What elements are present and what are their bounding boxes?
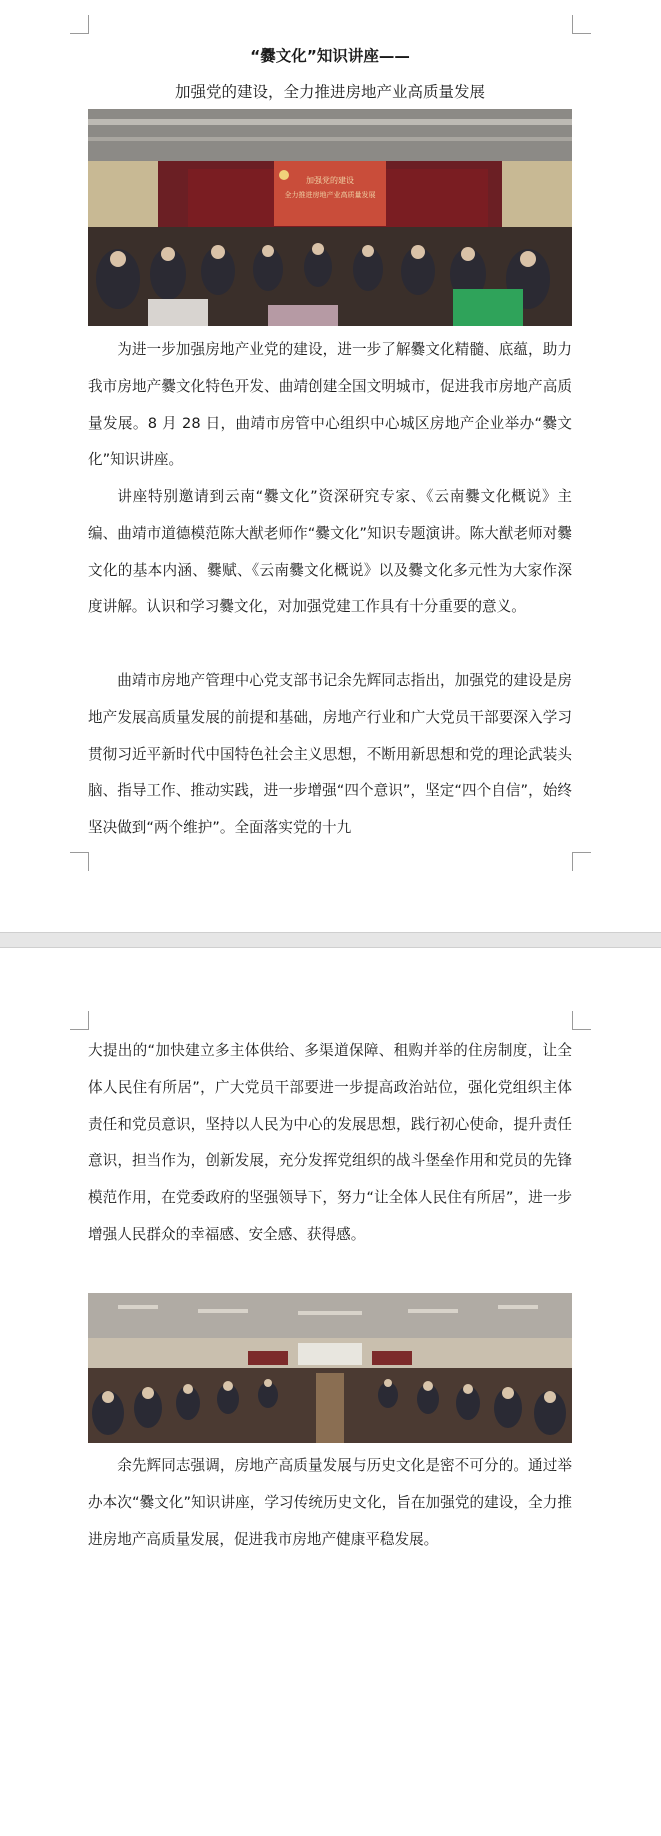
paragraph-intro: 为进一步加强房地产业党的建设，进一步了解爨文化精髓、底蕴，助力我市房地产爨文化特色开发、曲靖创建全国文明城市，促进我市房地产高质量发展。8 月 28 日，曲靖市房管中心组织中心城区房地产企业举办“爨文化”知识讲座。	[88, 341, 572, 469]
banner-text-line2: 全力推进房地产业高质量发展	[284, 191, 376, 199]
crop-mark-bottom-right	[572, 852, 591, 871]
crop-mark-top-right-page2	[572, 1011, 591, 1030]
paragraph-lecture: 讲座特别邀请到云南“爨文化”资深研究专家、《云南爨文化概说》主编、曲靖市道德模范陈大猷老师作“爨文化”知识专题演讲。陈大猷老师对爨文化的基本内涵、爨赋、《云南爨文化概说》以及爨文化多元性为大家作深度讲解。认识和学习爨文化，对加强党建工作具有十分重要的意义。	[88, 488, 572, 616]
paragraph-speech-part2: 大提出的“加快建立多主体供给、多渠道保障、租购并举的住房制度，让全体人民住有所居”，广大党员干部要进一步提高政治站位，强化党组织主体责任和党员意识，坚持以人民为中心的发展思想，践行初心使命，提升责任意识，担当作为，创新发展，充分发挥党组织的战斗堡垒作用和党员的先锋模范作用，在党委政府的坚强领导下，努力“让全体人民住有所居”，进一步增强人民群众的幸福感、安全感、获得感。	[88, 1042, 572, 1243]
page-break-separator	[0, 932, 661, 948]
paragraph-conclusion: 余先辉同志强调，房地产高质量发展与历史文化是密不可分的。通过举办本次“爨文化”知识讲座，学习传统历史文化，旨在加强党的建设，全力推进房地产高质量发展，促进我市房地产健康平稳发展。	[88, 1457, 572, 1548]
crop-mark-bottom-left	[70, 852, 89, 871]
party-emblem-icon	[279, 170, 289, 180]
crop-mark-top-left	[70, 15, 89, 34]
lecture-hall-photo	[88, 109, 572, 326]
document-subtitle: 加强党的建设，全力推进房地产业高质量发展	[174, 83, 485, 101]
audience-panorama-photo	[88, 1293, 572, 1443]
document-title: “爨文化”知识讲座——	[250, 47, 410, 65]
banner-text-line1: 加强党的建设	[306, 176, 354, 185]
crop-mark-top-left-page2	[70, 1011, 89, 1030]
paragraph-speech-part1: 曲靖市房地产管理中心党支部书记余先辉同志指出，加强党的建设是房地产发展高质量发展的前提和基础，房地产行业和广大党员干部要深入学习贯彻习近平新时代中国特色社会主义思想，不断用新思想和党的理论武装头脑、指导工作、推动实践，进一步增强“四个意识”，坚定“四个自信”，始终坚决做到“两个维护”。全面落实党的十九	[88, 672, 572, 837]
document-page-2	[0, 948, 661, 1836]
crop-mark-top-right	[572, 15, 591, 34]
